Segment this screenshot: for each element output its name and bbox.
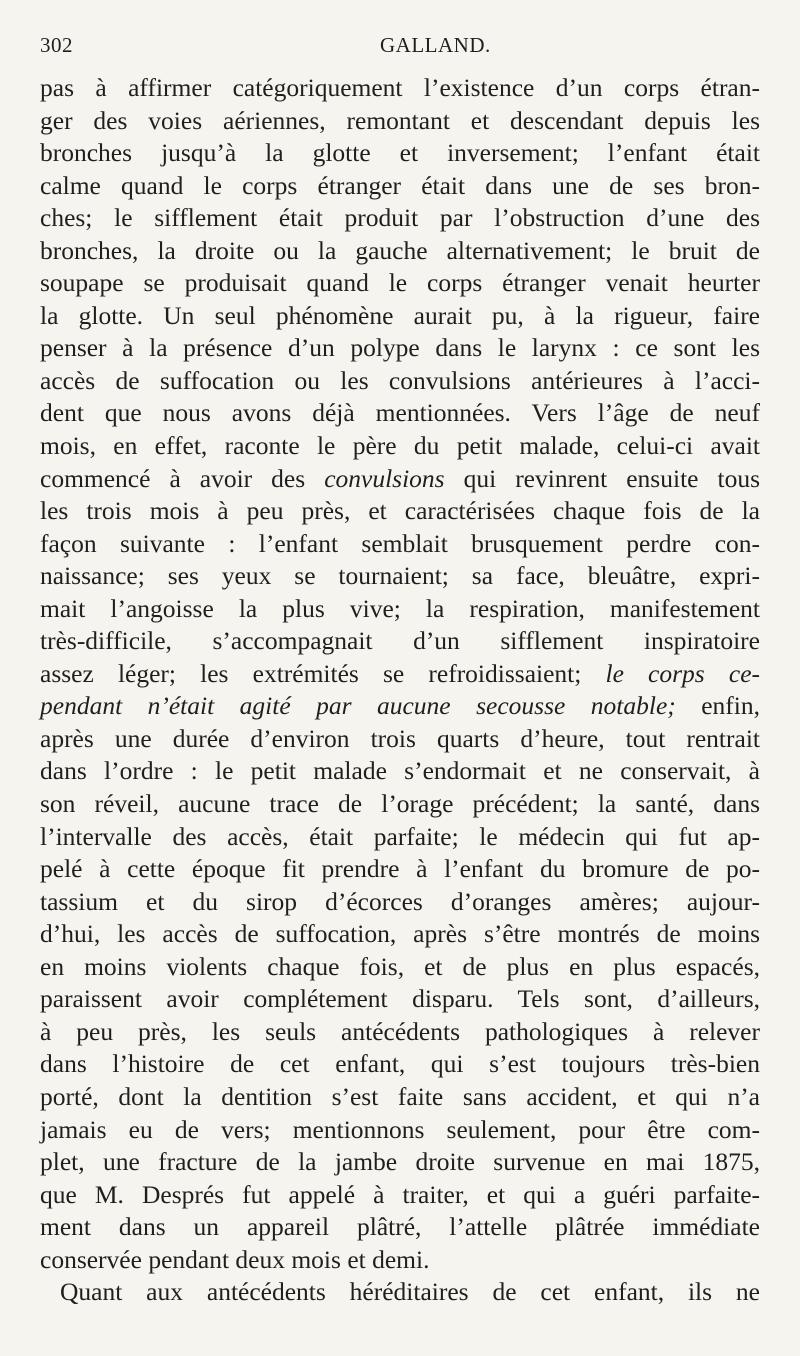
text-segment: accès de suffocation ou les convulsions antérieures à l’acci- — [40, 365, 760, 395]
text-segment: ger des voies aériennes, remontant et descendant depuis les — [40, 105, 760, 135]
text-line — [40, 365, 760, 398]
text-segment: tassium et du sirop d’écorces d’oranges amères; aujour- — [40, 886, 760, 916]
text-segment: en moins violents chaque fois, et de plus en plus espacés, — [40, 951, 760, 981]
text-segment: dans l’histoire de cet enfant, qui s’est toujours très-bien — [40, 1049, 760, 1079]
text-line — [40, 593, 760, 626]
text-line — [40, 821, 760, 854]
text-segment: façon suivante : l’enfant semblait brusquement perdre con- — [40, 528, 760, 558]
text-line — [40, 202, 760, 235]
text-line — [40, 1081, 760, 1114]
text-segment: pas à affirmer catégoriquement l’existence d’un corps étran- — [40, 73, 760, 102]
text-segment: très-difficile, s’accompagnait d’un sifflement inspiratoire — [40, 626, 760, 656]
body-text — [40, 72, 760, 1309]
text-line — [40, 886, 760, 919]
text-line — [40, 1179, 760, 1212]
text-line — [40, 528, 760, 561]
text-segment: jamais eu de vers; mentionnons seulement, pour être com- — [40, 1114, 760, 1144]
text-line — [40, 560, 760, 593]
text-segment: qui revinrent ensuite tous — [444, 463, 760, 493]
text-segment: assez léger; les extrémités se refroidissaient; — [40, 658, 606, 688]
text-line — [40, 1244, 760, 1277]
page-header — [40, 33, 760, 63]
text-line — [40, 235, 760, 268]
text-line — [40, 1114, 760, 1147]
text-line — [40, 105, 760, 138]
text-segment: plet, une fracture de la jambe droite survenue en mai 1875, — [40, 1147, 760, 1177]
text-segment: calme quand le corps étranger était dans une de ses bron- — [40, 170, 760, 200]
text-segment: mois, en effet, raconte le père du petit malade, celui-ci avait — [40, 431, 760, 461]
text-line — [40, 1276, 760, 1309]
text-segment: après une durée d’environ trois quarts d’heure, tout rentrait — [40, 723, 760, 753]
text-line — [40, 1211, 760, 1244]
text-segment: Quant aux antécédents héréditaires de cet enfant, ils ne — [60, 1277, 760, 1307]
text-segment: la glotte. Un seul phénomène aurait pu, à la rigueur, faire — [40, 300, 760, 330]
text-line — [40, 430, 760, 463]
text-line — [40, 397, 760, 430]
text-line — [40, 918, 760, 951]
text-segment: ment dans un appareil plâtré, l’attelle plâtrée immédiate — [40, 1212, 760, 1242]
text-line — [40, 1146, 760, 1179]
text-line — [40, 690, 760, 723]
text-line — [40, 1016, 760, 1049]
text-line — [40, 658, 760, 691]
text-line — [40, 495, 760, 528]
italic-text-segment: convulsions — [324, 463, 445, 493]
running-title: GALLAND. — [380, 33, 491, 57]
text-segment: mait l’angoisse la plus vive; la respiration, manifestement — [40, 593, 760, 623]
text-segment: que M. Després fut appelé à traiter, et qui a guéri parfaite- — [40, 1179, 760, 1209]
text-segment: ches; le sifflement était produit par l’obstruction d’une des — [40, 203, 760, 233]
italic-text-segment: pendant n’était agité par aucune secousse notable; — [40, 691, 676, 721]
text-segment: pelé à cette époque fit prendre à l’enfant du bromure de po- — [40, 854, 760, 884]
text-line — [40, 983, 760, 1016]
text-segment: commencé à avoir des — [40, 463, 325, 493]
text-segment: d’hui, les accès de suffocation, après s’être montrés de moins — [40, 919, 760, 949]
text-segment: naissance; ses yeux se tournaient; sa face, bleuâtre, expri- — [40, 561, 760, 591]
text-line — [40, 625, 760, 658]
text-segment: porté, dont la dentition s’est faite sans accident, et qui n’a — [40, 1081, 760, 1111]
text-line — [40, 723, 760, 756]
text-segment: les trois mois à peu près, et caractérisées chaque fois de la — [40, 496, 760, 526]
text-line — [40, 267, 760, 300]
text-segment: bronches jusqu’à la glotte et inversement; l’enfant était — [40, 138, 760, 168]
text-segment: bronches, la droite ou la gauche alternativement; le bruit de — [40, 235, 760, 265]
text-line — [40, 137, 760, 170]
text-segment: penser à la présence d’un polype dans le larynx : ce sont les — [40, 333, 760, 363]
text-segment: son réveil, aucune trace de l’orage précédent; la santé, dans — [40, 789, 760, 819]
text-line — [40, 72, 760, 105]
text-segment: à peu près, les seuls antécédents pathologiques à relever — [40, 1016, 760, 1046]
text-segment: l’intervalle des accès, était parfaite; le médecin qui fut ap- — [40, 821, 760, 851]
text-segment: soupape se produisait quand le corps étranger venait heurter — [40, 268, 760, 298]
text-line — [40, 788, 760, 821]
italic-text-segment: le corps ce- — [605, 658, 761, 688]
text-segment: conservée pendant deux mois et demi. — [40, 1244, 430, 1274]
text-segment: dans l’ordre : le petit malade s’endormait et ne conservait, à — [40, 756, 760, 786]
text-segment: enfin, — [675, 691, 760, 721]
text-line — [40, 170, 760, 203]
text-line — [40, 755, 760, 788]
text-line — [40, 463, 760, 496]
page-number: 302 — [40, 33, 73, 57]
text-line — [40, 951, 760, 984]
text-segment: dent que nous avons déjà mentionnées. Vers l’âge de neuf — [40, 398, 760, 428]
text-line — [40, 300, 760, 333]
text-segment: paraissent avoir complétement disparu. Tels sont, d’ailleurs, — [40, 984, 760, 1014]
text-line — [40, 1048, 760, 1081]
text-line — [40, 853, 760, 886]
text-line — [40, 332, 760, 365]
